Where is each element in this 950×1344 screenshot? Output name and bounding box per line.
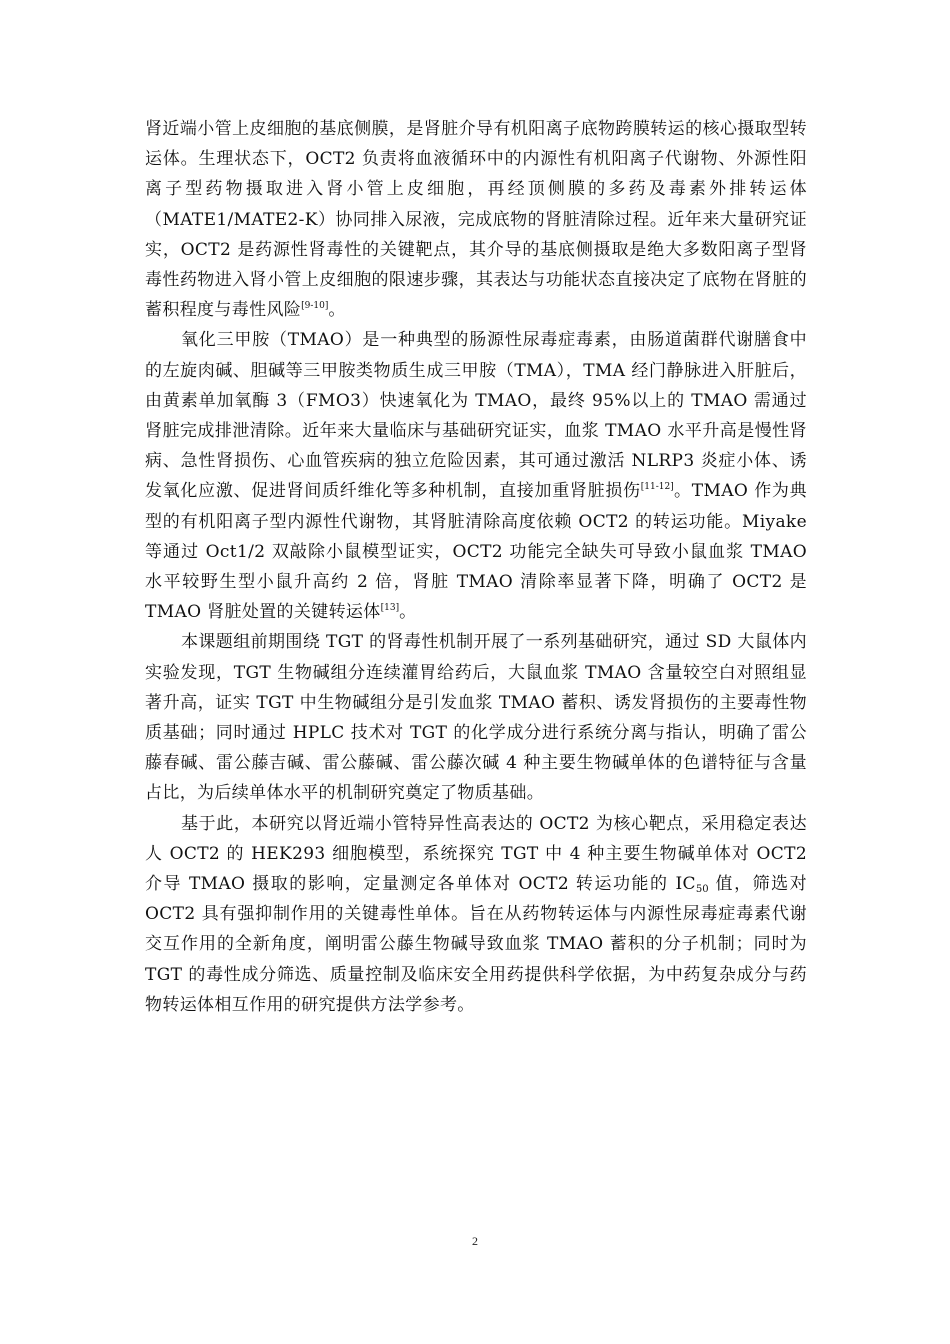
paragraph-text: 值，筛选对 OCT2 具有强抑制作用的关键毒性单体。旨在从药物转运体与内源性尿毒症毒素代谢交互作用的全新角度，阐明雷公藤生物碱导致血浆 TMAO 蓄积的分子机制；同时为 TGT 的毒性成分筛选、质量控制及临床安全用药提供科学依据，为中药复杂成分与药物转运体相互作用的研究提供方法学参考。 bbox=[145, 874, 807, 1015]
paragraph-text: 基于此，本研究以肾近端小管特异性高表达的 OCT2 为核心靶点，采用稳定表达人 OCT2 的 HEK293 细胞模型，系统探究 TGT 中 4 种主要生物碱单体对 OCT2 介导 TMAO 摄取的影响，定量测定各单体对 OCT2 转运功能的 IC bbox=[145, 813, 807, 895]
paragraph-text: 肾近端小管上皮细胞的基底侧膜，是肾脏介导有机阳离子底物跨膜转运的核心摄取型转运体。生理状态下，OCT2 负责将血液循环中的内源性有机阳离子代谢物、外源性阳离子型药物摄取进入肾小管上皮细胞，再经顶侧膜的多药及毒素外排转运体（MATE1/MATE2-K）协同排入尿液，完成底物的肾脏清除过程。近年来大量研究证实，OCT2 是药源性肾毒性的关键靶点，其介导的基底侧摄取是绝大多数阳离子型肾毒性药物进入肾小管上皮细胞的限速步骤，其表达与功能状态直接决定了底物在肾脏的蓄积程度与毒性风险 bbox=[145, 119, 807, 321]
paragraph-text: 。 bbox=[399, 602, 417, 623]
paragraph-text: 。TMAO 作为典型的有机阳离子型内源性代谢物，其肾脏清除高度依赖 OCT2 的转运功能。Miyake 等通过 Oct1/2 双敲除小鼠模型证实，OCT2 功能完全缺失可导致小鼠血浆 TMAO 水平较野生型小鼠升高约 2 倍，肾脏 TMAO 清除率显著下降，明确了 OCT2 是 TMAO 肾脏处置的关键转运体 bbox=[145, 481, 807, 623]
citation-reference: [9-10] bbox=[301, 301, 329, 312]
paragraph-text: 氧化三甲胺（TMAO）是一种典型的肠源性尿毒症毒素，由肠道菌群代谢膳食中的左旋肉碱、胆碱等三甲胺类物质生成三甲胺（TMA），TMA 经门静脉进入肝脏后，由黄素单加氧酶 3（FMO3）快速氧化为 TMAO，最终 95%以上的 TMAO 需通过肾脏完成排泄清除。近年来大量临床与基础研究证实，血浆 TMAO 水平升高是慢性肾病、急性肾损伤、心血管疾病的独立危险因素，其可通过激活 NLRP3 炎症小体、诱发氧化应激、促进肾间质纤维化等多种机制，直接加重肾脏损伤 bbox=[145, 330, 807, 502]
paragraph bbox=[145, 114, 807, 325]
body-text bbox=[145, 114, 807, 1020]
paragraph bbox=[145, 325, 807, 627]
page-number: 2 bbox=[472, 1234, 478, 1248]
paragraph-text: 。 bbox=[328, 300, 346, 321]
paragraph bbox=[145, 809, 807, 1020]
subscript: 50 bbox=[695, 884, 709, 896]
paragraph bbox=[145, 627, 807, 808]
citation-reference: [13] bbox=[380, 603, 400, 614]
paragraph-text: 本课题组前期围绕 TGT 的肾毒性机制开展了一系列基础研究，通过 SD 大鼠体内实验发现，TGT 生物碱组分连续灌胃给药后，大鼠血浆 TMAO 含量较空白对照组显著升高，证实 TGT 中生物碱组分是引发血浆 TMAO 蓄积、诱发肾损伤的主要毒性物质基础；同时通过 HPLC 技术对 TGT 的化学成分进行系统分离与指认，明确了雷公藤春碱、雷公藤吉碱、雷公藤碱、雷公藤次碱 4 种主要生物碱单体的色谱特征与含量占比，为后续单体水平的机制研究奠定了物质基础。 bbox=[145, 632, 807, 804]
citation-reference: [11-12] bbox=[640, 482, 674, 493]
